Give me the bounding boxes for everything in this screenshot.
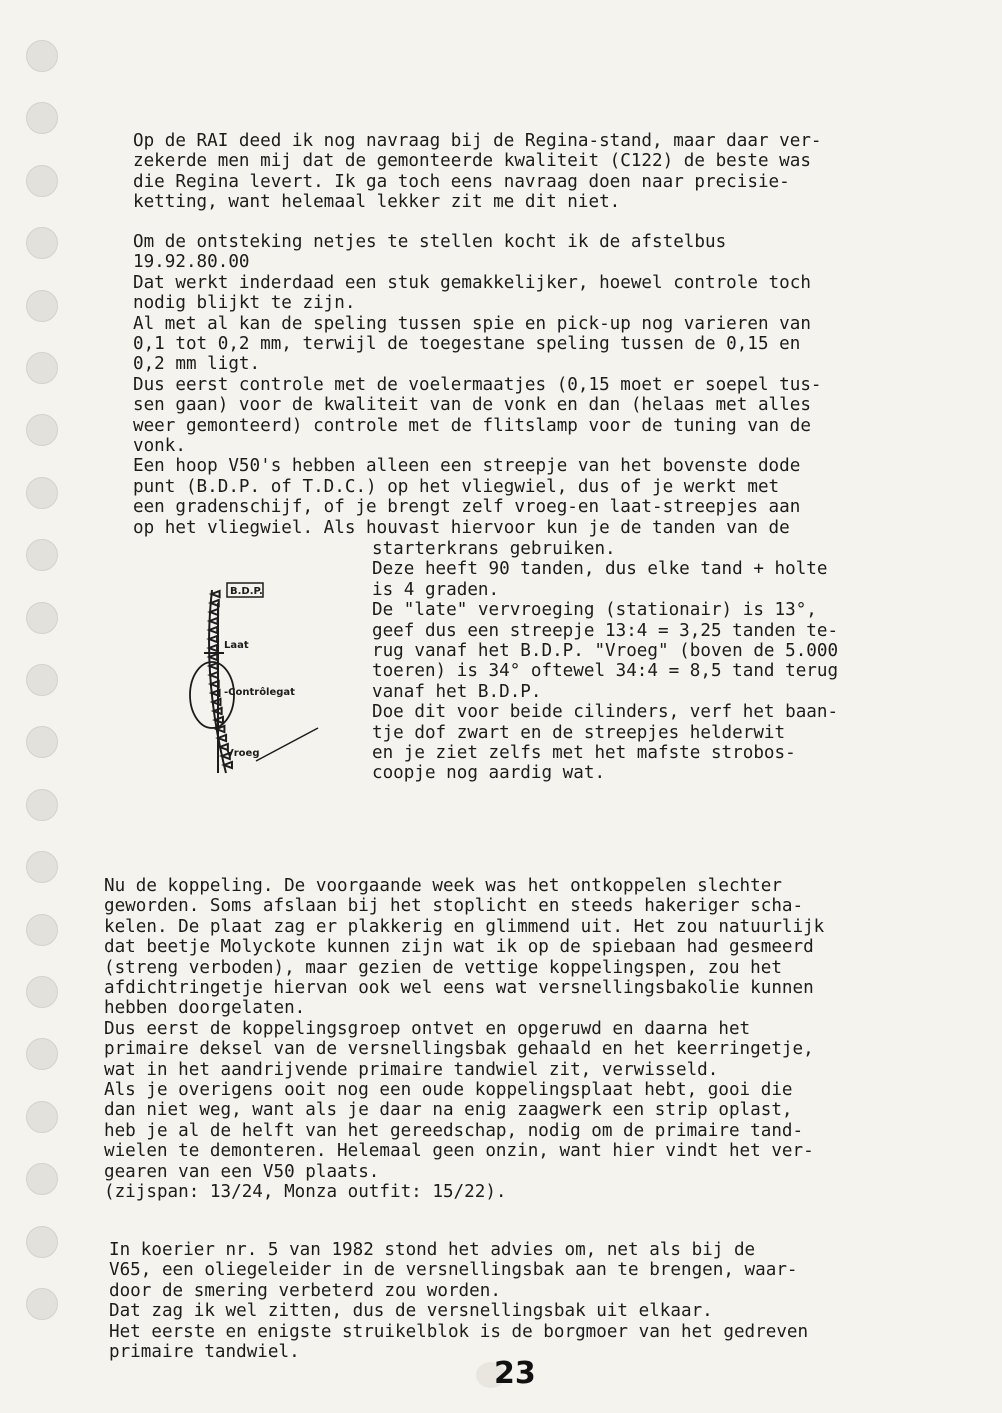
text-line: sen gaan) voor de kwaliteit van de vonk en dan (helaas met alles xyxy=(133,395,811,416)
paragraph-ontsteking xyxy=(133,232,822,538)
binder-hole xyxy=(26,726,58,758)
text-line: op het vliegwiel. Als houvast hiervoor kun je de tanden van de xyxy=(133,517,790,538)
text-line: door de smering verbeterd zou worden. xyxy=(109,1280,501,1301)
binder-hole xyxy=(26,1163,58,1195)
text-line: Om de ontsteking netjes te stellen kocht ik de afstelbus xyxy=(133,232,727,252)
binder-hole xyxy=(26,1038,58,1070)
binder-hole xyxy=(26,290,58,322)
page-number-text: 23 xyxy=(494,1356,536,1391)
text-line: wat in het aandrijvende primaire tandwiel zit, verwisseld. xyxy=(104,1059,719,1080)
binder-hole xyxy=(26,227,58,259)
text-line: V65, een oliegeleider in de versnellingsbak aan te brengen, waar- xyxy=(109,1260,798,1281)
text-line: Nu de koppeling. De voorgaande week was het ontkoppelen slechter xyxy=(104,876,782,896)
text-line: dat beetje Molyckote kunnen zijn wat ik op de spiebaan had gesmeerd xyxy=(104,937,814,958)
binder-hole xyxy=(26,664,58,696)
binder-hole xyxy=(26,539,58,571)
text-line: Op de RAI deed ik nog navraag bij de Regina-stand, maar daar ver- xyxy=(133,131,822,151)
text-line: nodig blijkt te zijn. xyxy=(133,293,356,314)
text-line: In koerier nr. 5 van 1982 stond het advies om, net als bij de xyxy=(109,1240,756,1260)
text-line: ketting, want helemaal lekker zit me dit niet. xyxy=(133,192,621,213)
binder-holes xyxy=(26,40,62,1413)
text-line: Deze heeft 90 tanden, dus elke tand + holte xyxy=(372,559,828,580)
vroeg-label: Vroeg xyxy=(226,748,260,759)
binder-hole xyxy=(26,914,58,946)
text-line: Doe dit voor beide cilinders, verf het baan- xyxy=(372,702,839,723)
paragraph-starterkrans xyxy=(372,539,838,784)
text-line: (zijspan: 13/24, Monza outfit: 15/22). xyxy=(104,1182,507,1203)
flywheel-tooth xyxy=(209,645,217,651)
text-line: en je ziet zelfs met het mafste strobos- xyxy=(372,743,796,764)
text-line: Het eerste en enigste struikelblok is de borgmoer van het gedreven xyxy=(109,1321,809,1342)
text-line: Als je overigens ooit nog een oude koppelingsplaat hebt, gooi die xyxy=(104,1080,793,1101)
text-line: geworden. Soms afslaan bij het stoplicht en steeds hakeriger scha- xyxy=(104,896,804,917)
text-line: 0,1 tot 0,2 mm, terwijl de toegestane speling tussen de 0,15 en xyxy=(133,334,801,355)
binder-hole xyxy=(26,414,58,446)
binder-hole xyxy=(26,1101,58,1133)
text-line: kelen. De plaat zag er plakkerig en glimmend uit. Het zou natuurlijk xyxy=(104,916,825,937)
paragraph-koerier xyxy=(109,1240,808,1362)
flywheel-tooth xyxy=(210,618,218,624)
flywheel-tooth xyxy=(210,663,218,669)
binder-hole xyxy=(26,1288,58,1320)
text-line: wielen te demonteren. Helemaal geen onzin, want hier vindt het ver- xyxy=(104,1141,814,1162)
text-line: dan niet weg, want als je daar na enig zaagwerk een strip oplast, xyxy=(104,1100,793,1121)
page-number xyxy=(476,1356,546,1392)
text-line: coopje nog aardig wat. xyxy=(372,763,606,784)
paragraph-koppeling xyxy=(104,876,824,1203)
text-line: is 4 graden. xyxy=(372,579,500,600)
controlegat-label: -Contrôlegat xyxy=(224,687,295,698)
laat-label: Laat xyxy=(224,640,249,651)
text-line: afdichtringetje hiervan ook wel eens wat versnellingsbakolie kunnen xyxy=(104,978,814,999)
flywheel-tooth xyxy=(209,636,217,642)
text-line: primaire deksel van de versnellingsbak gehaald en het keerringetje, xyxy=(104,1039,814,1060)
bdp-label: B.D.P. xyxy=(230,586,263,597)
text-line: vanaf het B.D.P. xyxy=(372,681,542,702)
text-line: die Regina levert. Ik ga toch eens navraag doen naar precisie- xyxy=(133,171,790,192)
text-line: Dus eerst controle met de voelermaatjes (0,15 moet er soepel tus- xyxy=(133,374,822,395)
flywheel-tooth xyxy=(210,609,218,615)
text-line: zekerde men mij dat de gemonteerde kwaliteit (C122) de beste was xyxy=(133,151,811,172)
binder-hole xyxy=(26,789,58,821)
text-line: Al met al kan de speling tussen spie en pick-up nog varieren van xyxy=(133,313,811,334)
text-line: 19.92.80.00 xyxy=(133,252,250,273)
binder-hole xyxy=(26,477,58,509)
text-line: (streng verboden), maar gezien de vettige koppelingspen, zou het xyxy=(104,957,782,978)
binder-hole xyxy=(26,851,58,883)
text-line: vonk. xyxy=(133,436,186,457)
text-line: 0,2 mm ligt. xyxy=(133,354,261,375)
text-line: De "late" vervroeging (stationair) is 13°, xyxy=(372,600,817,621)
text-line: heb je al de helft van het gereedschap, nodig om de primaire tand- xyxy=(104,1120,804,1141)
text-line: weer gemonteerd) controle met de flitslamp voor de tuning van de xyxy=(133,415,811,436)
text-line: hebben doorgelaten. xyxy=(104,998,306,1019)
binder-hole xyxy=(26,102,58,134)
text-line: Dat werkt inderdaad een stuk gemakkelijker, hoewel controle toch xyxy=(133,272,811,293)
text-line: geef dus een streepje 13:4 = 3,25 tanden te- xyxy=(372,620,839,641)
text-line: primaire tandwiel. xyxy=(109,1342,300,1363)
text-line: gearen van een V50 plaats. xyxy=(104,1161,380,1182)
binder-hole xyxy=(26,1226,58,1258)
text-line: een gradenschijf, of je brengt zelf vroeg-en laat-streepjes aan xyxy=(133,497,801,518)
binder-hole xyxy=(26,352,58,384)
text-line: Dus eerst de koppelingsgroep ontvet en opgeruwd en daarna het xyxy=(104,1018,751,1039)
binder-hole xyxy=(26,165,58,197)
vroeg-arrow xyxy=(256,728,318,761)
text-line: punt (B.D.P. of T.D.C.) op het vliegwiel, dus of je werkt met xyxy=(133,476,780,497)
text-line: tje dof zwart en de streepjes helderwit xyxy=(372,722,786,743)
text-line: toeren) is 34° oftewel 34:4 = 8,5 tand terug xyxy=(372,661,839,682)
flywheel-tooth xyxy=(209,654,217,660)
binder-hole xyxy=(26,976,58,1008)
text-line: Een hoop V50's hebben alleen een streepje van het bovenste dode xyxy=(133,456,801,477)
text-line: Dat zag ik wel zitten, dus de versnellingsbak uit elkaar. xyxy=(109,1301,713,1322)
flywheel-tooth-diagram xyxy=(182,578,382,783)
paragraph-rai xyxy=(133,131,822,213)
text-line: rug vanaf het B.D.P. "Vroeg" (boven de 5.000 xyxy=(372,641,839,662)
binder-hole xyxy=(26,40,58,72)
text-line: starterkrans gebruiken. xyxy=(372,539,616,559)
binder-hole xyxy=(26,602,58,634)
flywheel-tooth xyxy=(209,627,217,633)
